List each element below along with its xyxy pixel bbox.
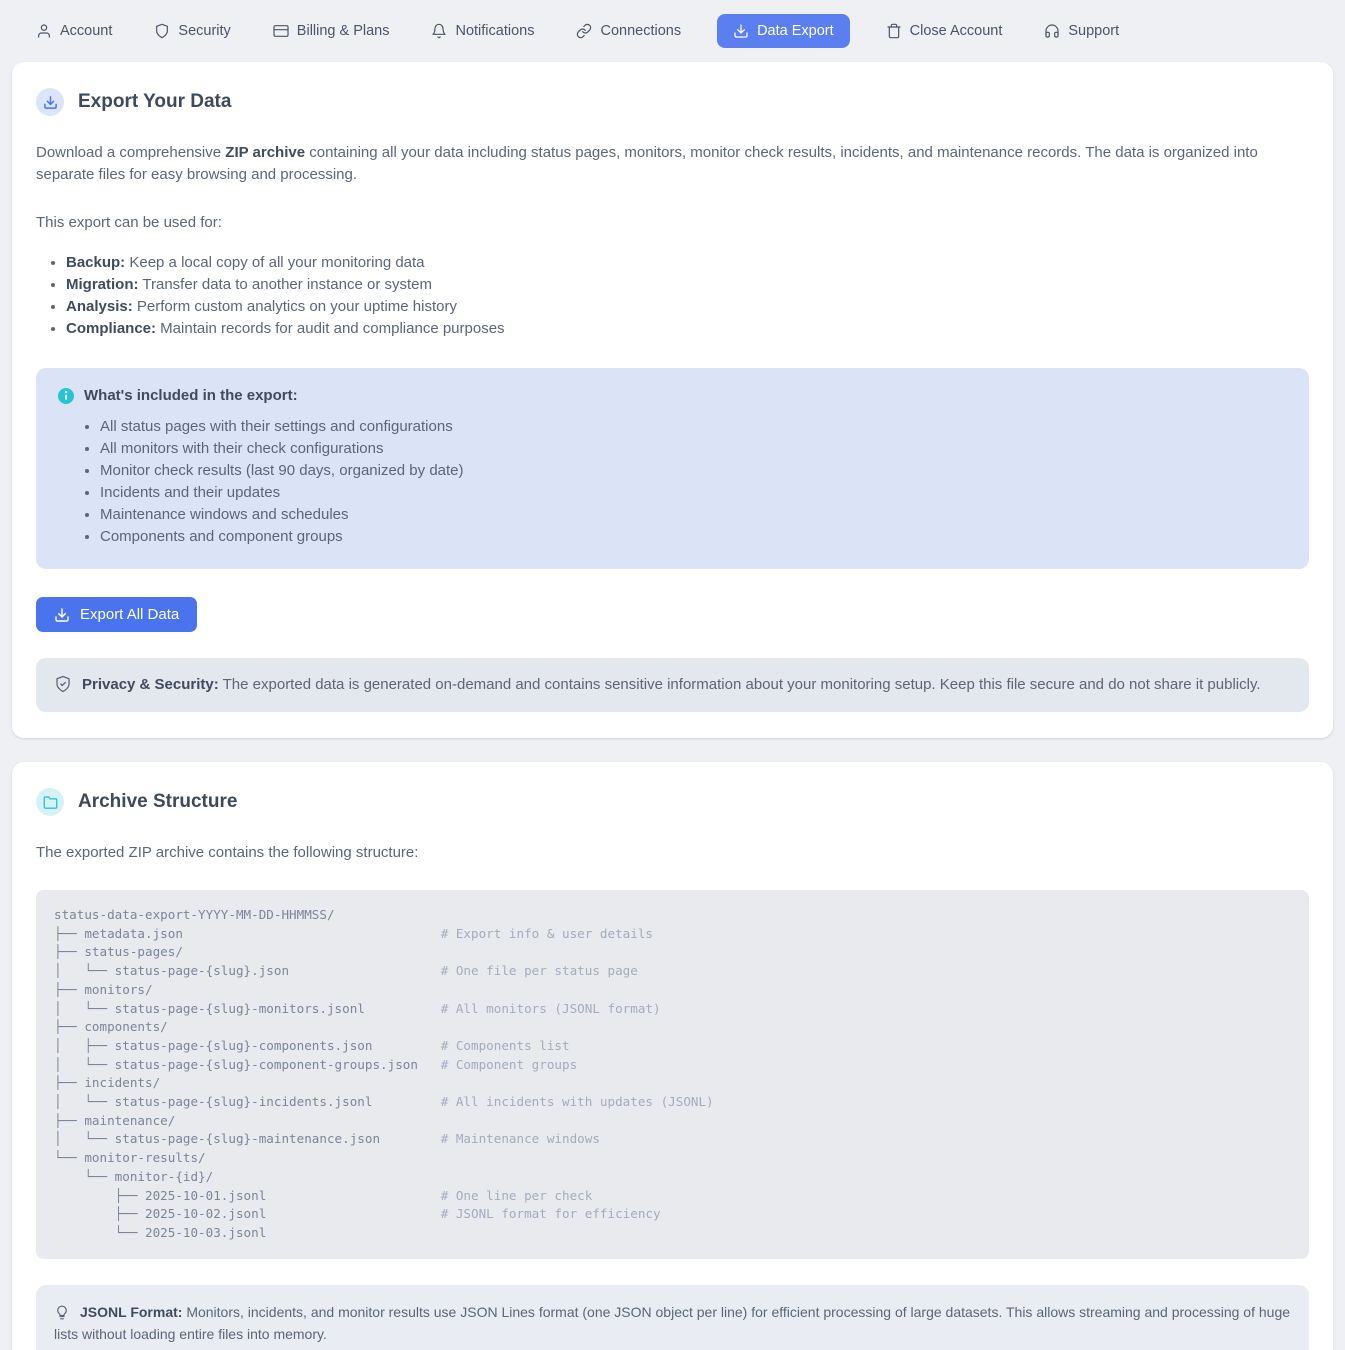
tree-line: ├── metadata.json # Export info & user details [54,925,653,941]
archive-title: Archive Structure [78,791,238,812]
nav-item-label: Account [60,23,113,39]
used-for-label: This export can be used for: [36,214,222,231]
export-all-data-label: Export All Data [80,606,180,623]
nav-item-label: Billing & Plans [296,23,390,39]
jsonl-format-note: JSONL Format: Monitors, incidents, and monitor results use JSON Lines format (one JSON object per line) for efficient processing of large datasets. This allows streaming and processing of huge lists without loading entire files into memory. [36,1285,1309,1350]
list-item: • Monitor check results (last 90 days, organized by date) [100,460,1287,482]
nav-item-security[interactable] [154,23,230,39]
tree-line: ├── maintenance/ [54,1112,176,1128]
tree-line: │ └── status-page-{slug}.json # One file per status page [54,963,638,979]
use-case-list [36,252,1309,340]
nav-item-label: Support [1068,23,1120,39]
nav-item-data-export[interactable] [717,14,850,48]
archive-subtitle: The exported ZIP archive contains the following structure: [36,844,419,861]
nav-item-billing-plans[interactable] [273,23,390,39]
nav-item-close-account[interactable] [886,23,1003,39]
tree-line: └── monitor-{id}/ [54,1168,214,1184]
list-item: • Migration: Transfer data to another instance or system [66,274,1309,296]
tree-line: │ └── status-page-{slug}-monitors.jsonl # All monitors (JSONL format) [54,1000,661,1016]
link-icon [576,23,592,39]
nav-item-label: Notifications [455,23,535,39]
lightbulb-icon [54,1304,70,1321]
archive-card-header [36,788,1309,816]
tree-line: ├── status-pages/ [54,944,183,960]
shield-icon [154,23,170,39]
trash-icon [886,23,902,39]
tree-line: ├── 2025-10-02.jsonl # JSONL format for efficiency [54,1206,661,1222]
user-icon [36,23,52,39]
tree-line: ├── monitors/ [54,981,153,997]
folder-icon [36,788,64,816]
nav-item-label: Close Account [909,23,1003,39]
list-item: • Components and component groups [100,526,1287,548]
archive-tree [36,890,1309,1259]
tree-line: ├── 2025-10-01.jsonl # One line per check [54,1187,593,1203]
download-icon [733,23,749,39]
tree-line: │ └── status-page-{slug}-component-groups.json # Component groups [54,1056,578,1072]
list-item: • Compliance: Maintain records for audit and compliance purposes [66,318,1309,340]
download-icon [54,607,70,623]
headset-icon [1044,23,1060,39]
tree-line: │ ├── status-page-{slug}-components.json # Components list [54,1037,570,1053]
list-item: • Analysis: Perform custom analytics on your uptime history [66,296,1309,318]
tree-line: ├── components/ [54,1019,168,1035]
included-info-head [58,387,1287,404]
tree-line: │ └── status-page-{slug}-maintenance.json # Maintenance windows [54,1131,600,1147]
nav-item-account[interactable] [36,23,112,39]
settings-nav [0,0,1345,62]
privacy-notice: Privacy & Security: The exported data is generated on-demand and contains sensitive information about your monitoring setup. Keep this file secure and do not share it publicly. [36,658,1309,712]
list-item: • Backup: Keep a local copy of all your monitoring data [66,252,1309,274]
export-card-header [36,88,1309,116]
nav-item-notifications[interactable] [431,23,534,39]
list-item: • Maintenance windows and schedules [100,504,1287,526]
export-all-data-button[interactable] [36,597,197,632]
tree-line: ├── incidents/ [54,1075,161,1091]
export-data-card [12,62,1333,738]
list-item: • All monitors with their check configurations [100,438,1287,460]
tree-line: │ └── status-page-{slug}-incidents.jsonl # All incidents with updates (JSONL) [54,1094,714,1110]
nav-item-support[interactable] [1044,23,1119,39]
tree-line: └── monitor-results/ [54,1150,206,1166]
included-info-box [36,368,1309,569]
bell-icon [431,23,447,39]
tree-line: status-data-export-YYYY-MM-DD-HHMMSS/ [54,907,335,922]
list-item: • Incidents and their updates [100,482,1287,504]
nav-item-label: Security [178,23,231,39]
tree-line: └── 2025-10-03.jsonl [54,1224,267,1240]
archive-structure-card [12,762,1333,1350]
download-icon [36,88,64,116]
export-intro: Download a comprehensive ZIP archive containing all your data including status pages, monitors, monitor check results, incidents, and maintenance records. The data is organized into separate files for easy browsing and processing. [36,144,1258,183]
nav-item-label: Connections [600,23,682,39]
shield-check-icon [54,675,72,693]
included-list [58,416,1287,548]
nav-item-label: Data Export [757,23,834,39]
credit-card-icon [273,23,289,39]
list-item: • All status pages with their settings and configurations [100,416,1287,438]
nav-item-connections[interactable] [576,23,681,39]
included-title: What's included in the export: [84,387,298,404]
info-icon [58,388,74,404]
page-title: Export Your Data [78,91,232,112]
